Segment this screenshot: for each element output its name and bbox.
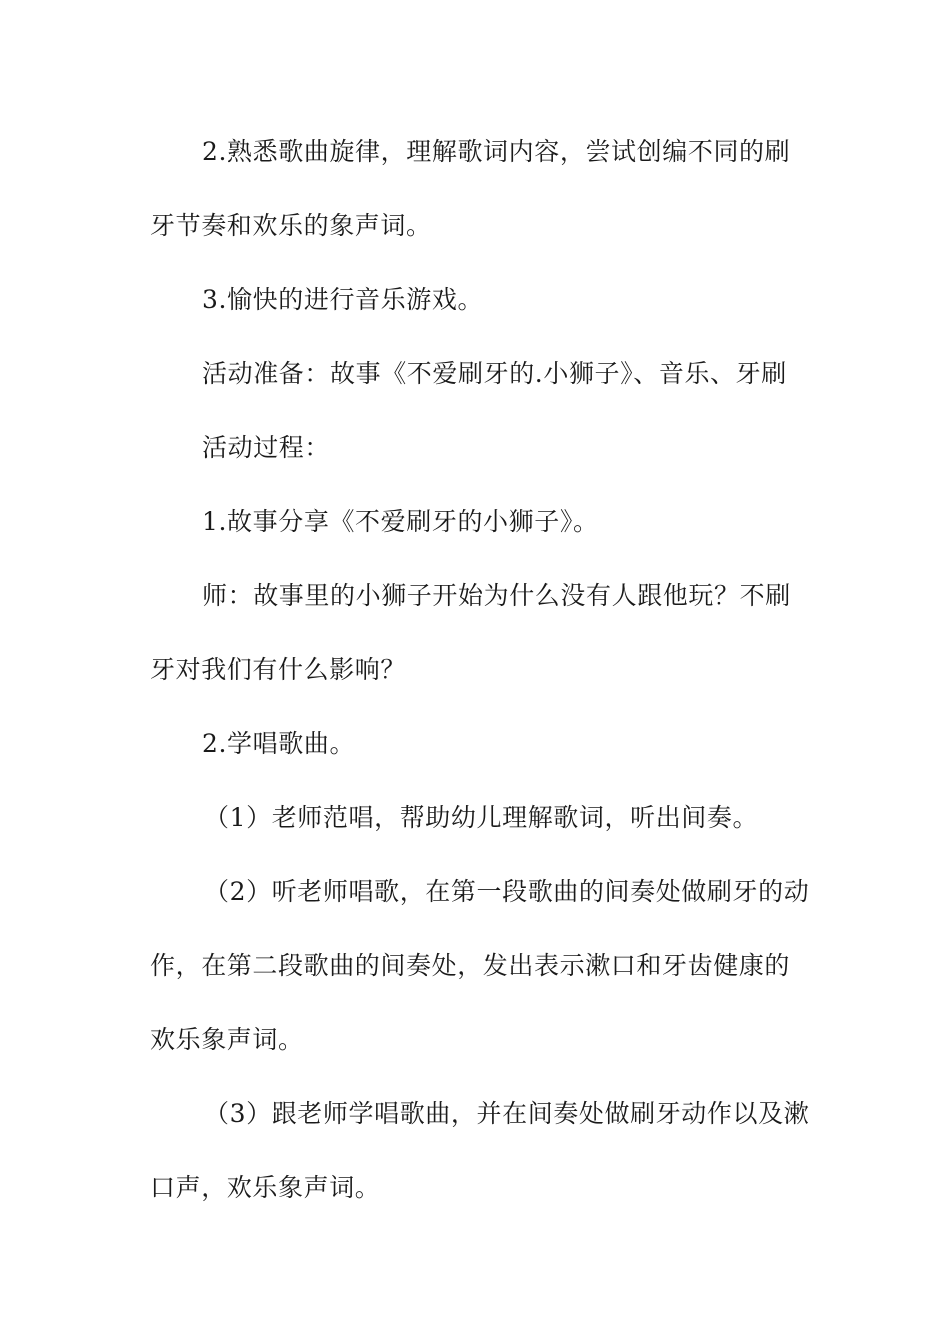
paragraph-step-2: 2.学唱歌曲。 [202,729,356,758]
paragraph-objective-2-cont: 牙节奏和欢乐的象声词。 [150,211,432,240]
section-heading-process: 活动过程： [202,433,331,462]
paragraph-substep-3-cont: 口声，欢乐象声词。 [150,1173,381,1202]
paragraph-substep-2-end: 欢乐象声词。 [150,1025,304,1054]
paragraph-objective-2: 2.熟悉歌曲旋律，理解歌词内容，尝试创编不同的刷 [202,137,791,166]
paragraph-teacher-question-cont: 牙对我们有什么影响？ [150,655,407,684]
paragraph-substep-3: （3）跟老师学唱歌曲，并在间奏处做刷牙动作以及漱 [204,1099,810,1128]
paragraph-preparation: 活动准备：故事《不爱刷牙的.小狮子》、音乐、牙刷 [202,359,787,388]
paragraph-step-1: 1.故事分享《不爱刷牙的小狮子》。 [202,507,599,536]
paragraph-objective-3: 3.愉快的进行音乐游戏。 [202,285,484,314]
paragraph-substep-2: （2）听老师唱歌，在第一段歌曲的间奏处做刷牙的动 [204,877,810,906]
paragraph-teacher-question: 师：故事里的小狮子开始为什么没有人跟他玩？不刷 [202,581,791,610]
paragraph-substep-1: （1）老师范唱，帮助幼儿理解歌词，听出间奏。 [204,803,759,832]
paragraph-substep-2-cont: 作，在第二段歌曲的间奏处，发出表示漱口和牙齿健康的 [150,951,791,980]
